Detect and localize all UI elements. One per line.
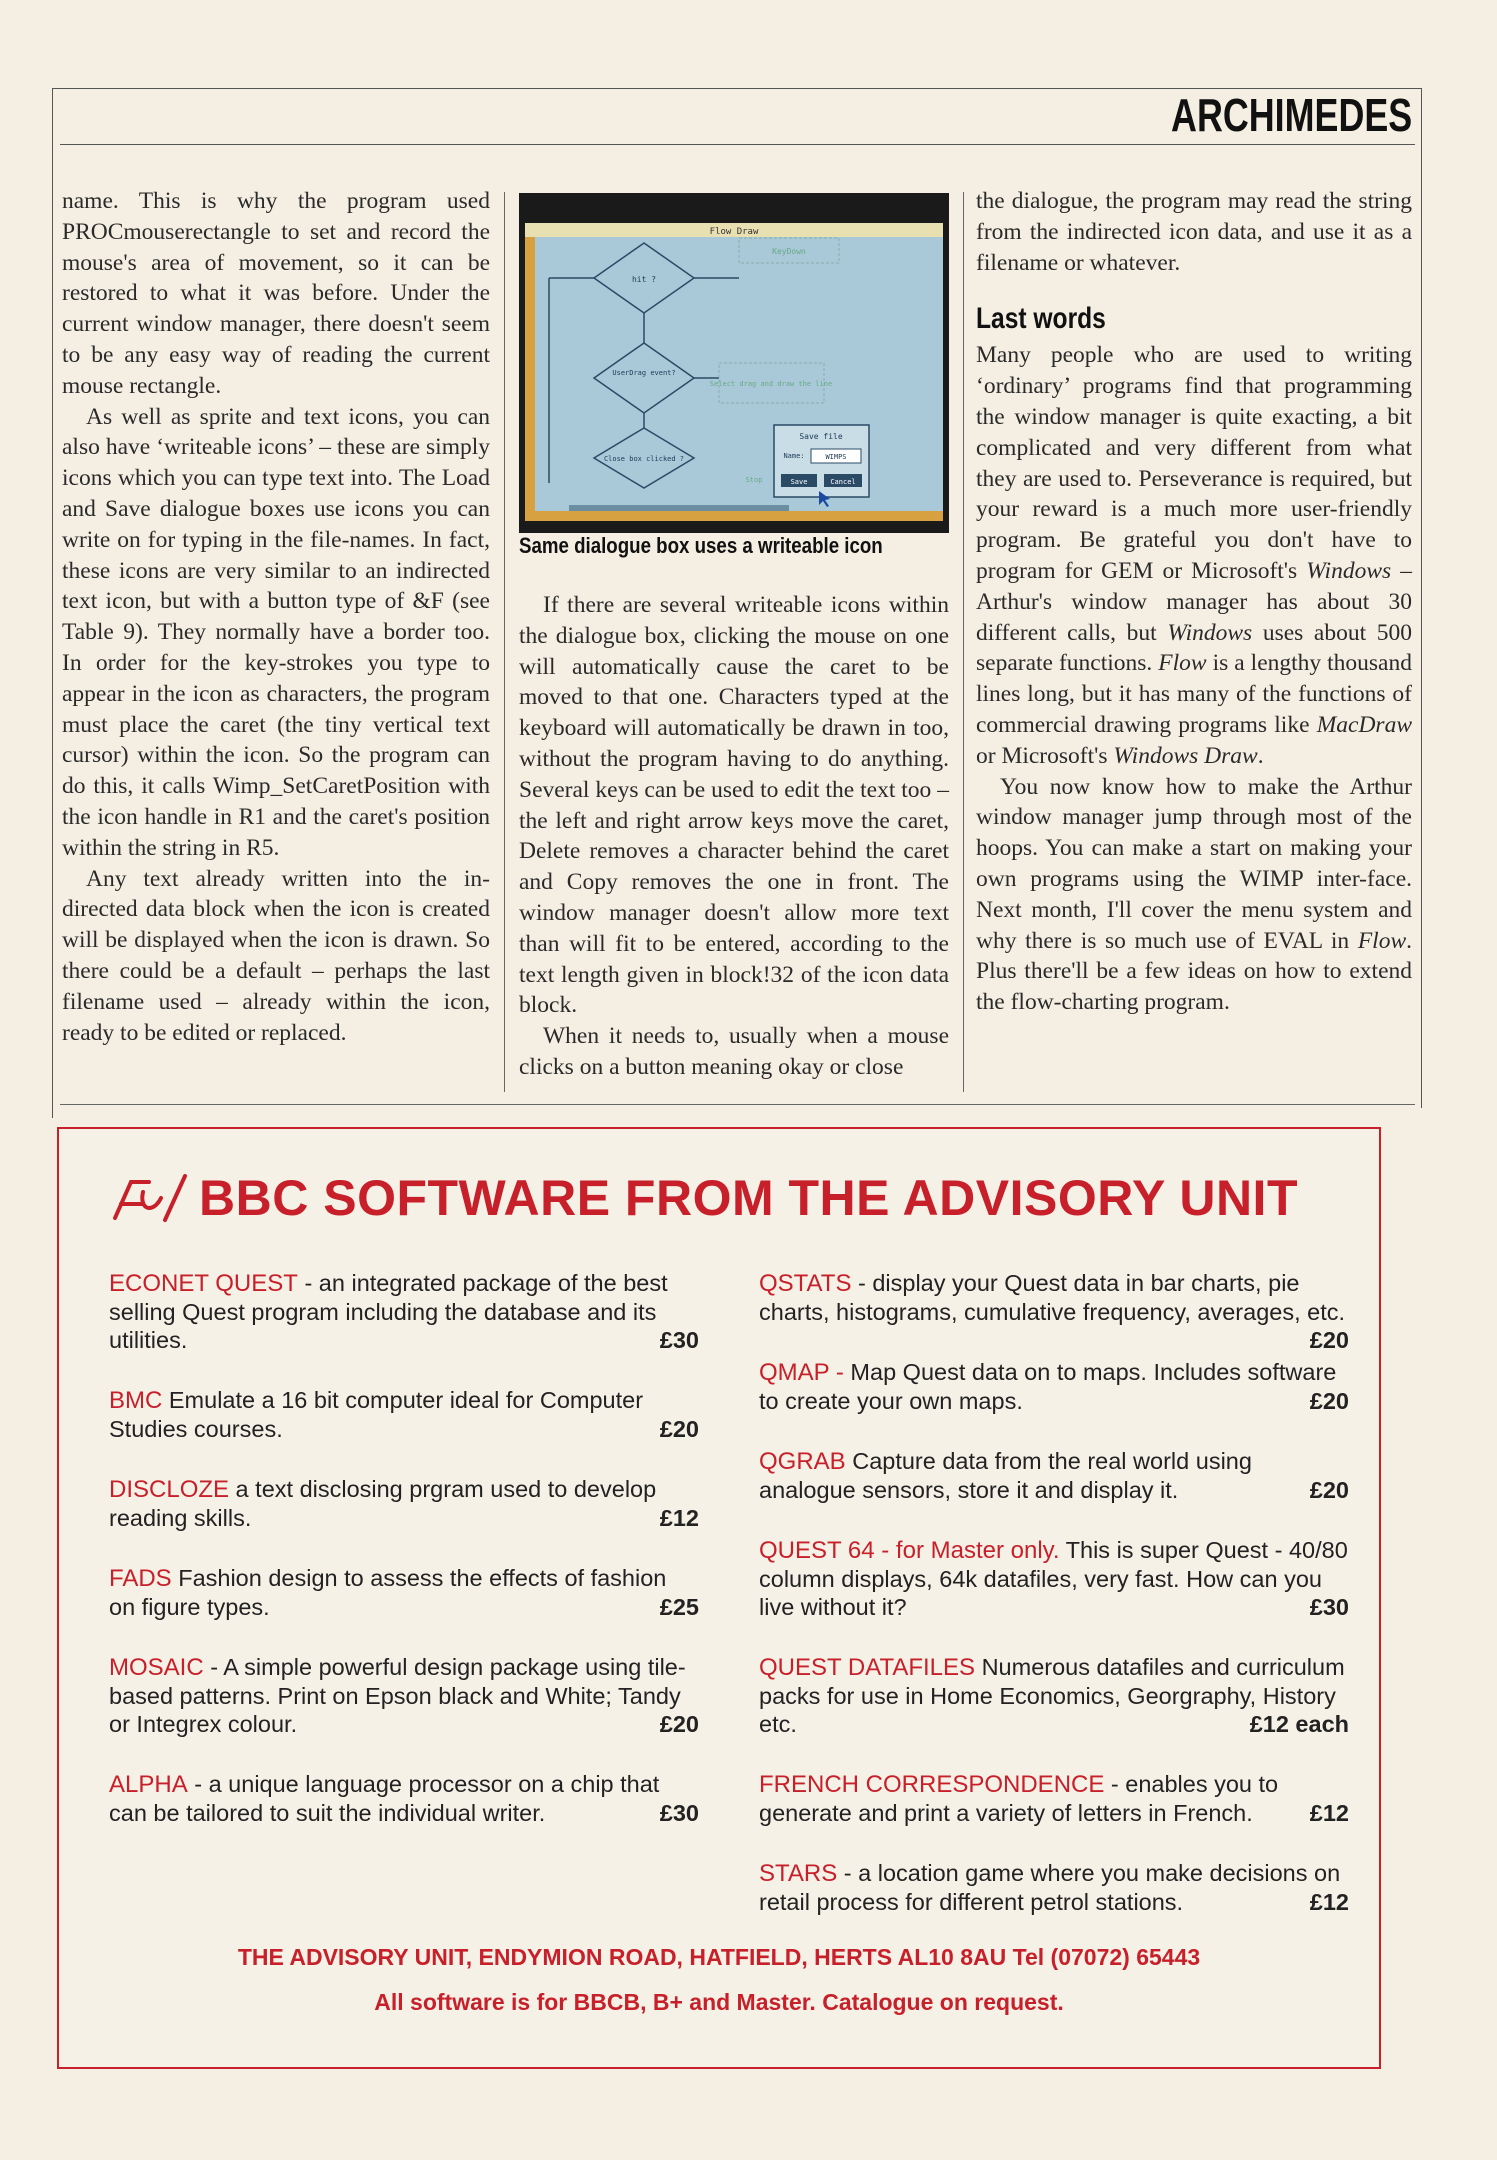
window-title: Flow Draw [709,227,759,237]
subheading-last-words: Last words [976,302,1106,336]
article-column-2 [519,590,949,1083]
product-item: FRENCH CORRESPONDENCE - enables you to generate and print a variety of letters in French. £12 [759,1771,1349,1826]
flow-node-close: Close box clicked ? [603,455,685,463]
product-item: ALPHA - a unique language processor on a chip that can be tailored to suit the individual writer. £30 [109,1771,699,1826]
flow-node-hit: hit ? [631,275,657,284]
paragraph: You now know how to make the Arthur window manager jump through most of the hoops. You can make a start on making your own programs using the WIMP inter-face. Next month, I'll cover the menu system and why there is so much use of EVAL in Flow. Plus there'll be a few ideas on how to extend the flow-charting program. [976,773,1412,1016]
page-frame-left [52,88,53,1118]
flowchart-screenshot [519,193,949,533]
article-bottom-rule [60,1104,1415,1105]
column-divider [963,192,964,1092]
flow-box-keydown: KeyDown [772,247,806,256]
product-item: MOSAIC - A simple powerful design package using tile-based patterns. Print on Epson black and White; Tandy or Integrex colour. £20 [109,1654,699,1737]
product-item: BMC Emulate a 16 bit computer ideal for Computer Studies courses. £20 [109,1387,699,1442]
flow-box-select: Select drag and draw the line [709,380,833,388]
page-frame-right [1421,88,1422,1108]
paragraph: name. This is why the program used PROCmouserectangle to set and record the mouse's area of movement, so it can be restored to what it was before. Under the current window manager, there doesn't seem to be any easy way of reading the current mouse rectangle. [62,188,490,399]
advert-title: BBC SOFTWARE FROM THE ADVISORY UNIT [199,1170,1298,1226]
paragraph: When it needs to, usually when a mouse clicks on a button meaning okay or close [519,1023,949,1080]
advert-left-column [109,1269,699,1859]
advert-note: All software is for BBCB, B+ and Master. Catalogue on request. [374,1989,1064,2015]
paragraph: If there are several writeable icons within the dialogue box, clicking the mouse on one will automatically cause the caret to be moved to that one. Characters typed at the keyboard will automatically be drawn in too, without the program having to do anything. Several keys can be used to edit the text too – the left and right arrow keys move the caret, Delete removes a character behind the caret and Copy removes the one in front. The window manager doesn't allow more text than will fit to be entered, according to the text length given in block!32 of the icon data block. [519,592,949,1019]
column-divider [504,192,505,1092]
advert-address: THE ADVISORY UNIT, ENDYMION ROAD, HATFIELD, HERTS AL10 8AU Tel (07072) 65443 [237,1944,1201,1970]
advert-header [109,1169,1298,1227]
advisory-unit-logo-icon [109,1170,189,1226]
product-item: QGRAB Capture data from the real world using analogue sensors, store it and display it. £20 [759,1448,1349,1503]
paragraph: Any text already written into the in-directed data block when the icon is created will be displayed when the icon is drawn. So there could be a default – perhaps the last filename used – already within the icon, ready to be edited or replaced. [62,865,490,1046]
product-item: DISCLOZE a text disclosing prgram used to develop reading skills. £12 [109,1476,699,1531]
product-item: STARS - a location game where you make decisions on retail process for different petrol stations. £12 [759,1860,1349,1915]
dialog-cancel-button: Cancel [830,478,856,486]
advert-right-column [759,1269,1349,1948]
dialog-title: Save file [799,432,843,441]
product-item: FADS Fashion design to assess the effects of fashion on figure types. £25 [109,1565,699,1620]
paragraph: the dialogue, the program may read the string from the indirected icon data, and use it as a filename or whatever. [976,188,1412,276]
dialog-name-value: WIMPS [825,453,847,461]
dialog-save-button: Save [790,478,808,486]
figure-screenshot [519,193,949,533]
product-item: QSTATS - display your Quest data in bar charts, pie charts, histograms, cumulative frequency, averages, etc. £20 [759,1270,1349,1353]
dialog-name-label: Name: [783,452,805,460]
article-column-1 [62,186,490,1048]
flow-node-userdrag: UserDrag event? [612,369,676,377]
advisory-unit-advert [57,1127,1381,2069]
section-title: ARCHIMEDES [1170,89,1412,141]
paragraph: As well as sprite and text icons, you can also have ‘writeable icons’ – these are simply icons which you can type text into. The Load and Save dialogue boxes use icons you can write on for typing in the file-names. In fact, these icons are very similar to an indirected text icon, but with a button type of &F (see Table 9). They normally have a border too. In order for the key-strokes you type to appear in the icon as characters, the program must place the caret (the tiny vertical text cursor) within the icon. So the program can do this, it calls Wimp_SetCaretPosition with the icon handle in R1 and the caret's position within the string in R5. [62,403,490,861]
header-rule [60,144,1415,145]
paragraph: Many people who are used to writing ‘ordinary’ programs find that programming the window manager is quite exacting, a bit complicated and very different from what they are used to. Perseverance is required, but your reward is a much more user-friendly program. Be grateful you don't have to program for GEM or Microsoft's Windows – Arthur's window manager has about 30 different calls, but Windows uses about 500 separate functions. Flow is a lengthy thousand lines long, but it has many of the functions of commercial drawing programs like MacDraw or Microsoft's Windows Draw. [976,342,1413,769]
product-item: ECONET QUEST - an integrated package of the best selling Quest program including the database and its utilities. £30 [109,1270,699,1353]
flow-box-stop: Stop [745,476,763,484]
figure-caption: Same dialogue box uses a writeable icon [519,533,883,558]
product-item: QMAP - Map Quest data on to maps. Includes software to create your own maps. £20 [759,1359,1349,1414]
product-item: QUEST DATAFILES Numerous datafiles and curriculum packs for use in Home Economics, Georgraphy, History etc. £12 each [759,1654,1349,1737]
article-column-3 [976,186,1412,1018]
product-item: QUEST 64 - for Master only. This is super Quest - 40/80 column displays, 64k datafiles, very fast. How can you live without it? £30 [759,1537,1349,1620]
